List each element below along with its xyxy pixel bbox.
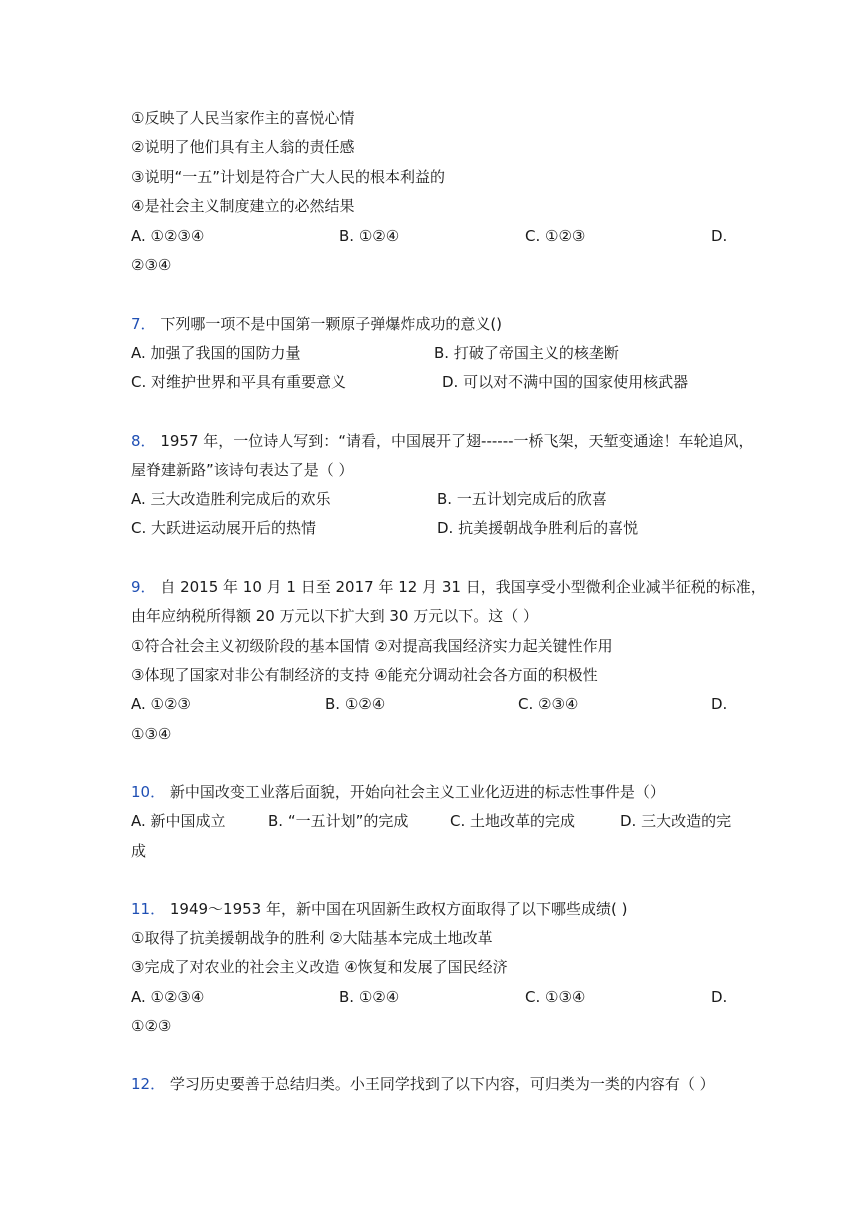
q9-option-d: D. — [711, 695, 728, 713]
q9-stem-line-2: 由年应纳税所得额 20 万元以下扩大到 30 万元以下。这（ ） — [131, 607, 539, 625]
q11-statement-line-1: ①取得了抗美援朝战争的胜利 ②大陆基本完成土地改革 — [131, 929, 493, 947]
q11-option-c: C. ①③④ — [525, 988, 586, 1006]
q9-statement-line-2: ③体现了国家对非公有制经济的支持 ④能充分调动社会各方面的积极性 — [131, 666, 598, 684]
q11-option-d-wrap: ①②③ — [131, 1017, 172, 1035]
q6-statement-4: ④是社会主义制度建立的必然结果 — [131, 197, 355, 215]
q11-statement-line-2: ③完成了对农业的社会主义改造 ④恢复和发展了国民经济 — [131, 958, 508, 976]
q9-option-a: A. ①②③ — [131, 695, 191, 713]
q9-statement-line-1: ①符合社会主义初级阶段的基本国情 ②对提高我国经济实力起关键性作用 — [131, 637, 613, 655]
q8-number: 8． — [131, 432, 156, 450]
q10-option-d-wrap: 成 — [131, 842, 147, 860]
q7-stem — [131, 313, 502, 335]
q9-text-1: 自 2015 年 10 月 1 日至 2017 年 12 月 31 日，我国享受小型微利企业减半征税的标准， — [160, 578, 766, 596]
q9-number: 9． — [131, 578, 156, 596]
q7-option-b: B. 打破了帝国主义的核垄断 — [434, 344, 619, 362]
q10-option-a: A. 新中国成立 — [131, 812, 226, 830]
q6-statement-1: ①反映了人民当家作主的喜悦心情 — [131, 109, 355, 127]
q10-option-c: C. 土地改革的完成 — [450, 812, 576, 830]
q6-option-a: A. ①②③④ — [131, 227, 205, 245]
q6-statement-2: ②说明了他们具有主人翁的责任感 — [131, 138, 355, 156]
q8-stem-line-2: 屋脊建新路”该诗句表达了是（ ） — [131, 461, 354, 479]
q8-option-c: C. 大跃进运动展开后的热情 — [131, 519, 317, 537]
q8-text-1: 1957 年，一位诗人写到：“请看，中国展开了翅------一桥飞架，天堑变通途！车轮追风， — [160, 432, 754, 450]
q8-option-d: D. 抗美援朝战争胜利后的喜悦 — [437, 519, 639, 537]
q7-text: 下列哪一项不是中国第一颗原子弹爆炸成功的意义() — [160, 315, 503, 333]
q12-stem — [131, 1073, 715, 1095]
q10-stem — [131, 781, 665, 803]
q6-option-d-wrap: ②③④ — [131, 256, 172, 274]
q9-option-c: C. ②③④ — [518, 695, 579, 713]
q10-number: 10． — [131, 783, 166, 801]
q6-option-d: D. — [711, 227, 728, 245]
q12-number: 12． — [131, 1075, 166, 1093]
q6-option-b: B. ①②④ — [339, 227, 400, 245]
q10-option-d: D. 三大改造的完 — [620, 812, 732, 830]
q11-option-a: A. ①②③④ — [131, 988, 205, 1006]
q10-text: 新中国改变工业落后面貌，开始向社会主义工业化迈进的标志性事件是（） — [169, 783, 665, 801]
q6-statement-3: ③说明“一五”计划是符合广大人民的根本利益的 — [131, 168, 445, 186]
q7-option-a: A. 加强了我国的国防力量 — [131, 344, 301, 362]
q9-option-d-wrap: ①③④ — [131, 725, 172, 743]
q9-stem-line-1 — [131, 576, 766, 598]
q10-option-b: B. “一五计划”的完成 — [268, 812, 409, 830]
q6-option-c: C. ①②③ — [525, 227, 586, 245]
q11-option-d: D. — [711, 988, 728, 1006]
q11-text: 1949～1953 年，新中国在巩固新生政权方面取得了以下哪些成绩( ) — [169, 900, 628, 918]
q11-stem — [131, 898, 627, 920]
q9-option-b: B. ①②④ — [325, 695, 386, 713]
q7-option-d: D. 可以对不满中国的国家使用核武器 — [442, 373, 689, 391]
q7-option-c: C. 对维护世界和平具有重要意义 — [131, 373, 347, 391]
q8-option-a: A. 三大改造胜利完成后的欢乐 — [131, 490, 331, 508]
q7-number: 7． — [131, 315, 156, 333]
q8-option-b: B. 一五计划完成后的欣喜 — [437, 490, 607, 508]
q11-option-b: B. ①②④ — [339, 988, 400, 1006]
q8-stem-line-1 — [131, 430, 754, 452]
q11-number: 11． — [131, 900, 166, 918]
q12-text: 学习历史要善于总结归类。小王同学找到了以下内容，可归类为一类的内容有（ ） — [169, 1075, 715, 1093]
